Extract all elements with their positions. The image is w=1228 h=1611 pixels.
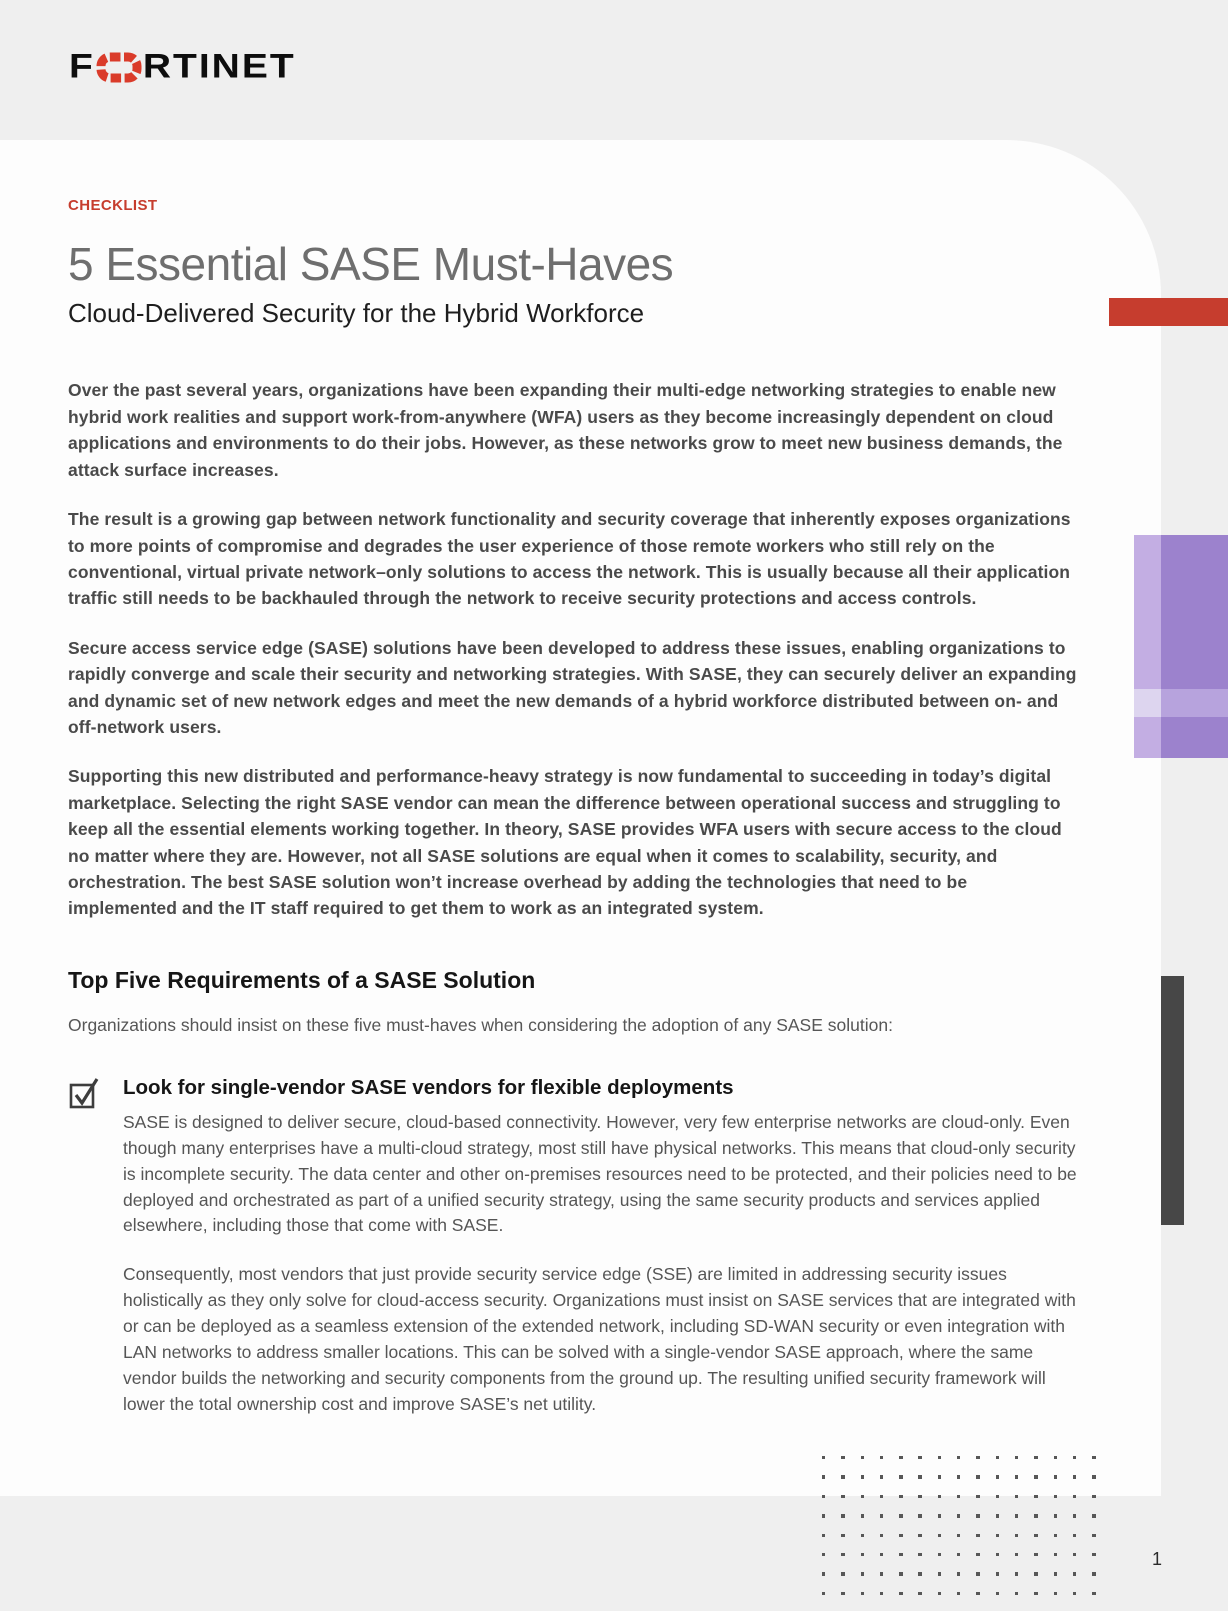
dot	[976, 1553, 979, 1556]
red-accent-bar	[1109, 298, 1228, 326]
dot	[1015, 1495, 1018, 1498]
dot	[1034, 1475, 1037, 1478]
dot	[957, 1572, 960, 1575]
dot	[1073, 1572, 1076, 1575]
dot	[1015, 1475, 1018, 1478]
dot	[822, 1514, 825, 1517]
dark-side-bar	[1161, 976, 1184, 1225]
dot	[996, 1475, 999, 1478]
dot	[880, 1553, 883, 1556]
dot	[1015, 1514, 1018, 1517]
dot	[841, 1572, 844, 1575]
dot	[1054, 1514, 1057, 1517]
dot	[880, 1534, 883, 1537]
dot	[996, 1495, 999, 1498]
fortinet-o-icon	[96, 52, 142, 83]
dot	[1054, 1553, 1057, 1556]
checklist-item-title: Look for single-vendor SASE vendors for flexible deployments	[123, 1075, 734, 1099]
dot	[880, 1592, 883, 1595]
dot	[918, 1572, 921, 1575]
dot	[1054, 1456, 1057, 1459]
dot	[1034, 1495, 1037, 1498]
logo-text-left: F	[69, 47, 95, 86]
dot	[1054, 1572, 1057, 1575]
dot	[1092, 1553, 1095, 1556]
dot	[861, 1572, 864, 1575]
dot	[822, 1572, 825, 1575]
dot	[1054, 1495, 1057, 1498]
dot	[976, 1592, 979, 1595]
dot	[1015, 1553, 1018, 1556]
dot	[880, 1456, 883, 1459]
dot	[899, 1514, 902, 1517]
intro-paragraph: Secure access service edge (SASE) solutions have been developed to address these issues, enabling organizations to rapidly converge and scale their security and networking strategies. With SASE, they can securely deliver an expanding and dynamic set of new network edges and meet the new demands of a hybrid workforce distributed between on- and off-network users.	[68, 637, 1077, 737]
dot	[957, 1456, 960, 1459]
dot	[996, 1456, 999, 1459]
dot	[938, 1572, 941, 1575]
dot	[957, 1514, 960, 1517]
dot	[1054, 1534, 1057, 1537]
section-lead: Organizations should insist on these five must-haves when considering the adoption of any SASE solution:	[68, 1014, 893, 1035]
dot	[822, 1475, 825, 1478]
dot	[1034, 1553, 1037, 1556]
dot	[1073, 1592, 1076, 1595]
dot	[976, 1475, 979, 1478]
dot	[1073, 1553, 1076, 1556]
dot	[899, 1553, 902, 1556]
dot	[822, 1592, 825, 1595]
dot-pattern	[822, 1456, 1111, 1611]
dot	[1092, 1514, 1095, 1517]
dot	[1073, 1534, 1076, 1537]
dot	[822, 1534, 825, 1537]
dot	[1092, 1592, 1095, 1595]
dot	[841, 1514, 844, 1517]
dot	[938, 1495, 941, 1498]
dot	[1073, 1495, 1076, 1498]
dot	[899, 1592, 902, 1595]
dot	[918, 1475, 921, 1478]
dot	[899, 1534, 902, 1537]
dot	[841, 1553, 844, 1556]
dot	[880, 1475, 883, 1478]
page-title: 5 Essential SASE Must-Haves	[68, 238, 674, 290]
dot	[976, 1534, 979, 1537]
purple-decor-right	[1161, 535, 1228, 758]
dot	[976, 1456, 979, 1459]
dot	[918, 1534, 921, 1537]
dot	[918, 1553, 921, 1556]
dot	[1092, 1475, 1095, 1478]
dot	[938, 1534, 941, 1537]
dot	[822, 1495, 825, 1498]
dot	[1015, 1592, 1018, 1595]
checklist-item-body	[123, 1073, 1078, 1441]
dot	[996, 1553, 999, 1556]
dot	[938, 1514, 941, 1517]
dot	[1034, 1514, 1037, 1517]
dot	[1034, 1572, 1037, 1575]
dot	[957, 1553, 960, 1556]
dot	[918, 1592, 921, 1595]
dot	[938, 1553, 941, 1556]
dot	[996, 1514, 999, 1517]
dot	[1015, 1456, 1018, 1459]
dot	[899, 1495, 902, 1498]
dot	[1073, 1514, 1076, 1517]
fortinet-logo	[69, 47, 296, 86]
dot	[841, 1534, 844, 1537]
dot	[899, 1456, 902, 1459]
dot	[938, 1456, 941, 1459]
dot	[976, 1572, 979, 1575]
dot	[1015, 1534, 1018, 1537]
dot	[976, 1514, 979, 1517]
dot	[1092, 1456, 1095, 1459]
dot	[957, 1534, 960, 1537]
dot	[938, 1475, 941, 1478]
dot	[880, 1514, 883, 1517]
dot	[861, 1592, 864, 1595]
dot	[861, 1495, 864, 1498]
dot	[918, 1514, 921, 1517]
dot	[1073, 1475, 1076, 1478]
dot	[1054, 1475, 1057, 1478]
dot	[957, 1592, 960, 1595]
section-heading: Top Five Requirements of a SASE Solution	[68, 966, 536, 993]
checklist-item-paragraph: SASE is designed to deliver secure, cloud-based connectivity. However, very few enterprise networks are cloud-only. Even though many enterprises have a multi-cloud strategy, most still have physical networks. This means that cloud-only security is incomplete security. The data center and other on-premises resources need to be protected, and their policies need to be deployed and orchestrated as part of a unified security strategy, using the same security products and services applied elsewhere, including those that come with SASE.	[123, 1111, 1077, 1236]
dot	[1015, 1572, 1018, 1575]
dot	[996, 1534, 999, 1537]
dot	[1054, 1592, 1057, 1595]
dot	[841, 1456, 844, 1459]
checkbox-checked-icon	[68, 1073, 123, 1441]
dot	[1092, 1534, 1095, 1537]
dot	[841, 1475, 844, 1478]
eyebrow-label: CHECKLIST	[68, 197, 158, 214]
page-subtitle: Cloud-Delivered Security for the Hybrid Workforce	[68, 297, 645, 328]
dot	[938, 1592, 941, 1595]
dot	[1034, 1592, 1037, 1595]
dot	[918, 1495, 921, 1498]
dot	[861, 1475, 864, 1478]
purple-decor-left	[1134, 535, 1161, 758]
dot	[841, 1495, 844, 1498]
dot	[1092, 1495, 1095, 1498]
dot	[957, 1495, 960, 1498]
dot	[880, 1495, 883, 1498]
dot	[899, 1475, 902, 1478]
dot	[861, 1456, 864, 1459]
page-number: 1	[1151, 1549, 1162, 1569]
document-content	[68, 197, 1080, 1441]
dot	[1073, 1456, 1076, 1459]
dot	[861, 1553, 864, 1556]
intro-paragraph: The result is a growing gap between network functionality and security coverage that inherently exposes organizations to more points of compromise and degrades the user experience of those remote workers who still rely on the conventional, virtual private network–only solutions to access the network. This is usually because all their application traffic still needs to be backhauled through the network to receive security protections and access controls.	[68, 509, 1071, 609]
dot	[1034, 1534, 1037, 1537]
dot	[996, 1592, 999, 1595]
dot	[976, 1495, 979, 1498]
dot	[822, 1553, 825, 1556]
checklist-item	[68, 1073, 1080, 1441]
dot	[918, 1456, 921, 1459]
dot	[899, 1572, 902, 1575]
dot	[861, 1534, 864, 1537]
dot	[841, 1592, 844, 1595]
intro-paragraph: Over the past several years, organizations have been expanding their multi-edge networking strategies to enable new hybrid work realities and support work-from-anywhere (WFA) users as they become increasingly dependent on cloud applications and environments to do their jobs. However, as these networks grow to meet new business demands, the attack surface increases.	[68, 380, 1063, 480]
dot	[822, 1456, 825, 1459]
dot	[996, 1572, 999, 1575]
intro-paragraph: Supporting this new distributed and performance-heavy strategy is now fundamental to succeeding in today’s digital marketplace. Selecting the right SASE vendor can mean the difference between operational success and struggling to keep all the essential elements working together. In theory, SASE provides WFA users with secure access to the cloud no matter where they are. However, not all SASE solutions are equal when it comes to scalability, security, and orchestration. The best SASE solution won’t increase overhead by adding the technologies that need to be implemented and the IT staff required to get them to work as an integrated system.	[68, 766, 1062, 919]
dot	[861, 1514, 864, 1517]
dot	[880, 1572, 883, 1575]
dot	[957, 1475, 960, 1478]
logo-text-right: RTINET	[142, 47, 296, 86]
dot	[1034, 1456, 1037, 1459]
dot	[1092, 1572, 1095, 1575]
checklist-item-paragraph: Consequently, most vendors that just provide security service edge (SSE) are limited in addressing security issues holistically as they only solve for cloud-access security. Organizations must insist on SASE services that are integrated with or can be deployed as a seamless extension of the extended network, including SD-WAN security or even integration with LAN networks to address smaller locations. This can be solved with a single-vendor SASE approach, where the same vendor builds the networking and security components from the ground up. The resulting unified security framework will lower the total ownership cost and improve SASE’s net utility.	[123, 1264, 1076, 1414]
